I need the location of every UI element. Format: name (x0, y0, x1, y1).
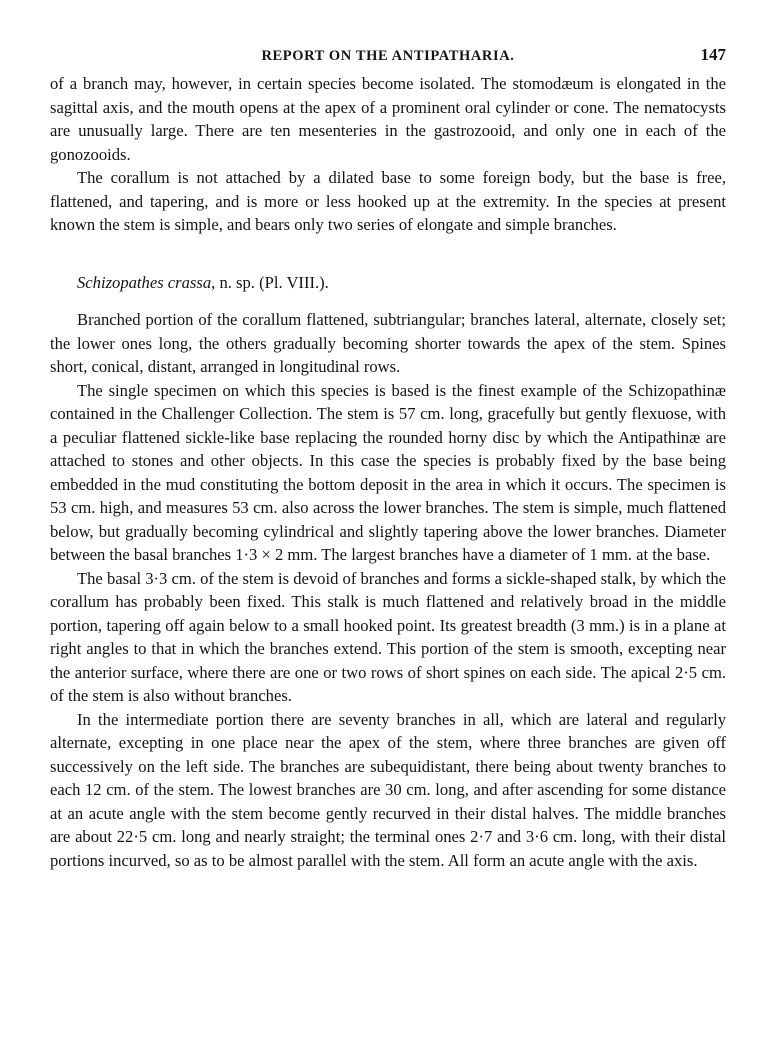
diagnosis-paragraph: Branched portion of the corallum flattened, subtriangular; branches lateral, alternate, closely set; the lower ones long, the others gradually becoming shorter towards the apex of the stem. Spines short, conical, distant, arranged in longitudinal rows. (50, 310, 726, 376)
running-title: REPORT ON THE ANTIPATHARIA. (261, 48, 515, 64)
species-name: Schizopathes crassa (77, 272, 212, 292)
running-head (50, 44, 726, 72)
branches-paragraph: In the intermediate portion there are seventy branches in all, which are lateral and regularly alternate, excepting in one place near the apex of the stem, where three branches are given off successively on the left side. The branches are subequidistant, there being about twenty branches to each 12 cm. of the stem. The lowest branches are 30 cm. long, and after ascending for some distance at an acute angle with the stem become gently recurved in their distal halves. The middle branches are about 22·5 cm. long and nearly straight; the terminal ones 2·7 and 3·6 cm. long, with their distal portions incurved, so as to be almost parallel with the stem. All form an acute angle with the axis. (50, 709, 726, 870)
stalk-paragraph: The basal 3·3 cm. of the stem is devoid of branches and forms a sickle-shaped stalk, by which the corallum has probably been fixed. This stalk is much flattened and relatively broad in the middle portion, tapering off again below to a small hooked point. Its greatest breadth (3 mm.) is in a plane at right angles to that in which the branches extend. This portion of the stem is smooth, excepting near the anterior surface, where there are one or two rows of short spines on each side. The apical 2·5 cm. of the stem is also without branches. (50, 568, 726, 705)
intro-paragraph-corallum: The corallum is not attached by a dilated base to some foreign body, but the base is free, flattened, and tapering, and is more or less hooked up at the extremity. In the species at present known the stem is simple, and bears only two series of elongate and simple branches. (50, 168, 726, 234)
page-number: 147 (700, 45, 726, 64)
page (50, 44, 726, 872)
specimen-paragraph: The single specimen on which this species is based is the finest example of the Schizopathinæ contained in the Challenger Collection. The stem is 57 cm. long, gracefully but gently flexuose, with a peculiar flattened sickle-like base replacing the rounded horny disc by which the Antipathinæ are attached to stones and other objects. In this case the species is probably fixed by the base being embedded in the mud constituting the bottom deposit in the area in which it occurs. The specimen is 53 cm. high, and measures 53 cm. also across the lower branches. The stem is simple, much flattened below, but gradually becoming cylindrical and slightly tapering above the lower branches. Diameter between the basal branches 1·3 × 2 mm. The largest branches have a diameter of 1 mm. at the base. (50, 380, 726, 564)
species-heading-rest: , n. sp. (Pl. VIII.). (211, 272, 329, 292)
species-heading (50, 271, 726, 295)
intro-paragraph-continued: of a branch may, however, in certain species become isolated. The stomodæum is elongated in the sagittal axis, and the mouth opens at the apex of a prominent oral cylinder or cone. The nematocysts are unusually large. There are ten mesenteries in the gastrozooid, and only one in each of the gonozooids. (50, 74, 726, 164)
